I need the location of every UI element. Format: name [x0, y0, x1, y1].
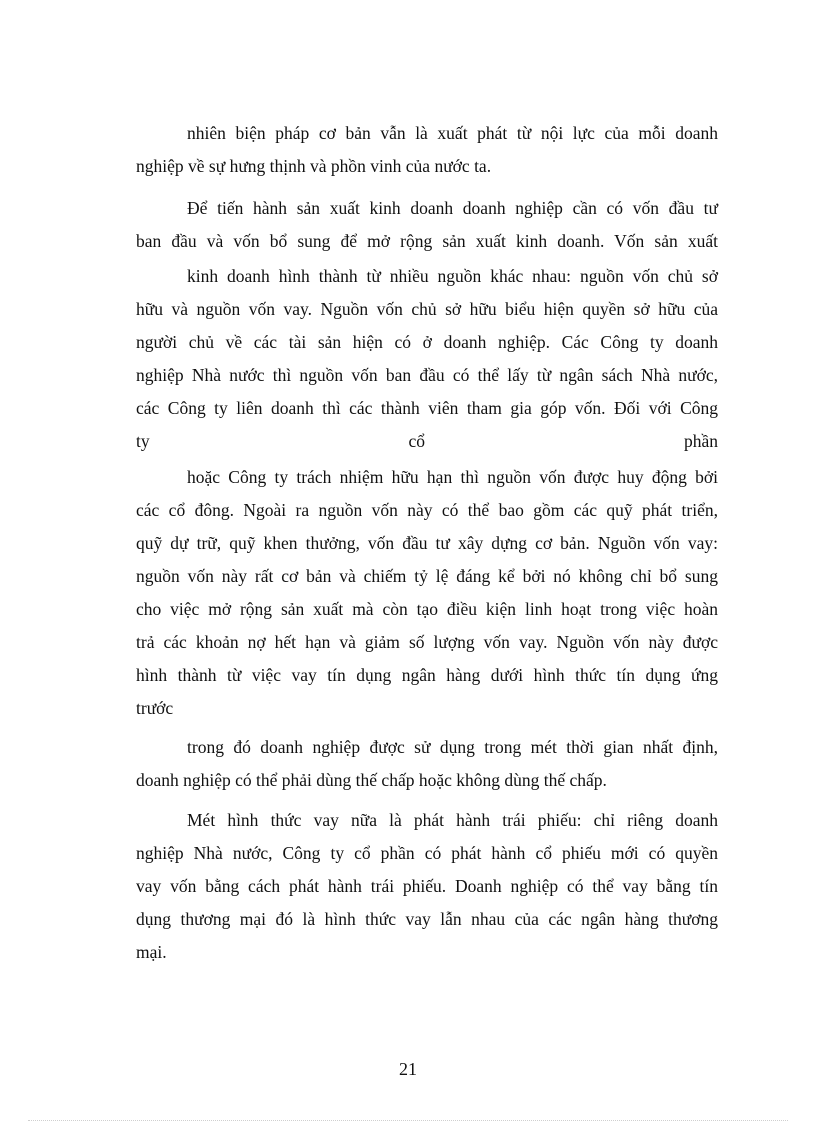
text-line: các Công ty liên doanh thì các thành viên tham gia góp vốn. Đối với Công — [136, 398, 718, 418]
text-line: hoặc Công ty trách nhiệm hữu hạn thì nguồn vốn được huy động bởi — [187, 467, 718, 487]
text-line: hữu và nguồn vốn vay. Nguồn vốn chủ sở hữu biểu hiện quyền sở hữu của — [136, 299, 718, 319]
text-line: mại. — [136, 942, 167, 962]
text-line: nguồn vốn này rất cơ bản và chiếm tỷ lệ đáng kể bởi nó không chỉ bổ sung — [136, 566, 718, 586]
text-line: nghiệp về sự hưng thịnh và phồn vinh của nước ta. — [136, 156, 492, 176]
page-bottom-divider — [28, 1120, 788, 1121]
text-line: cho việc mở rộng sản xuất mà còn tạo điều kiện linh hoạt trong việc hoàn — [136, 599, 718, 619]
text-line: doanh nghiệp có thể phải dùng thế chấp hoặc không dùng thế chấp. — [136, 770, 607, 790]
text-line: ban đầu và vốn bổ sung để mở rộng sản xuất kinh doanh. Vốn sản xuất — [136, 231, 718, 251]
page-number: 21 — [399, 1059, 417, 1079]
text-line: trước — [136, 698, 174, 718]
text-line: quỹ dự trữ, quỹ khen thưởng, vốn đầu tư xây dựng cơ bản. Nguồn vốn vay: — [136, 533, 718, 553]
text-line: nghiệp Nhà nước, Công ty cổ phần có phát hành cổ phiếu mới có quyền — [136, 843, 718, 863]
text-line: người chủ về các tài sản hiện có ở doanh nghiệp. Các Công ty doanh — [136, 332, 718, 352]
text-line: vay vốn bằng cách phát hành trái phiếu. Doanh nghiệp có thể vay bằng tín — [136, 876, 718, 896]
text-line: các cổ đông. Ngoài ra nguồn vốn này có thể bao gồm các quỹ phát triển, — [136, 500, 718, 520]
text-line: nghiệp Nhà nước thì nguồn vốn ban đầu có thể lấy từ ngân sách Nhà nước, — [136, 365, 718, 385]
text-line: kinh doanh hình thành từ nhiều nguồn khác nhau: nguồn vốn chủ sở — [187, 266, 718, 286]
text-line: hình thành từ việc vay tín dụng ngân hàng dưới hình thức tín dụng ứng — [136, 665, 718, 685]
text-line: ty cổ phần — [136, 431, 718, 451]
text-line: dụng thương mại đó là hình thức vay lẫn nhau của các ngân hàng thương — [136, 909, 718, 929]
text-line: Để tiến hành sản xuất kinh doanh doanh nghiệp cần có vốn đầu tư — [187, 198, 718, 218]
text-line: nhiên biện pháp cơ bản vẫn là xuất phát từ nội lực của mỗi doanh — [187, 123, 718, 143]
text-line: trong đó doanh nghiệp được sử dụng trong mét thời gian nhất định, — [187, 737, 718, 757]
text-line: trả các khoản nợ hết hạn và giảm số lượng vốn vay. Nguồn vốn này được — [136, 632, 718, 652]
text-line: Mét hình thức vay nữa là phát hành trái phiếu: chỉ riêng doanh — [187, 810, 718, 830]
